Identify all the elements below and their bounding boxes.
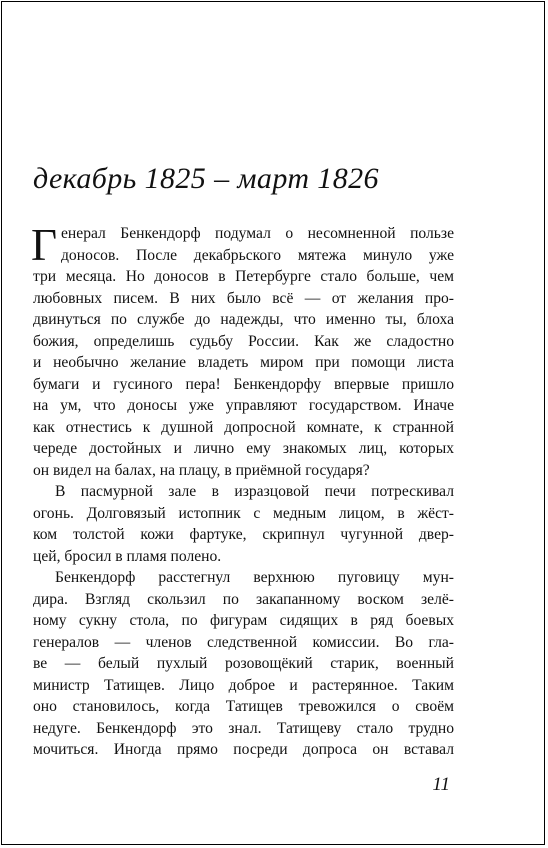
text-line: как отнестись к душной допросной комнате, к странной xyxy=(33,418,454,436)
text-line: В пасмурной зале в изразцовой печи потрескивал xyxy=(55,483,454,500)
text-line: ному сукну стола, по фигурам сидящих в ряд боевых xyxy=(33,612,454,629)
body-text xyxy=(31,220,454,761)
text-line: божия, определишь судьбу России. Как же сладостно xyxy=(33,332,454,350)
text-line: недуге. Бенкендорф это знал. Татищеву стало трудно xyxy=(33,719,454,737)
paragraph xyxy=(31,220,454,481)
text-line: Бенкендорф расстегнул верхнюю пуговицу мун- xyxy=(55,569,454,586)
text-line: ве — белый пухлый розовощёкий старик, военный xyxy=(33,655,454,672)
text-line: двинуться по службе до надежды, что именно ты, блоха xyxy=(33,311,454,328)
chapter-heading: декабрь 1825 – март 1826 xyxy=(33,162,379,195)
text-line: три месяца. Но доносов в Петербурге стало больше, чем xyxy=(33,268,454,285)
page-number: 11 xyxy=(432,774,450,795)
text-line: любовных писем. В них было всё — от желания про- xyxy=(33,289,454,307)
text-line: оно становилось, когда Татищев тревожился о своём xyxy=(33,698,454,715)
text-line: ком толстой кожи фартуке, скрипнул чугунной двер- xyxy=(33,526,454,543)
text-line: енерал Бенкендорф подумал о несомненной пользе xyxy=(61,225,454,242)
book-page xyxy=(1,1,545,845)
text-line: мочиться. Иногда прямо посреди допроса он вставал xyxy=(33,741,454,758)
paragraph xyxy=(33,481,454,567)
text-line: огонь. Долговязый истопник с медным лицом, в жёст- xyxy=(33,504,454,522)
text-line: и необычно желание владеть миром при помощи листа xyxy=(33,354,454,371)
text-line: министр Татищев. Лицо доброе и растерянное. Таким xyxy=(33,676,454,694)
text-line: доносов. После декабрьского мятежа минуло уже xyxy=(61,246,454,264)
text-line: генералов — членов следственной комиссии. Во гла- xyxy=(33,633,454,651)
text-line: он видел на балах, на плацу, в приёмной государя? xyxy=(33,461,370,479)
drop-cap: Г xyxy=(31,220,58,270)
text-line: цей, бросил в пламя полено. xyxy=(33,547,222,565)
text-line: на ум, что доносы уже управляют государством. Иначе xyxy=(33,397,454,414)
text-line: дира. Взгляд скользил по закапанному воском зелё- xyxy=(33,590,454,608)
text-line: череде достойных и лично ему знакомых лиц, которых xyxy=(33,440,454,457)
text-line: бумаги и гусиного пера! Бенкендорфу впервые пришло xyxy=(33,375,454,393)
paragraph xyxy=(33,567,454,761)
